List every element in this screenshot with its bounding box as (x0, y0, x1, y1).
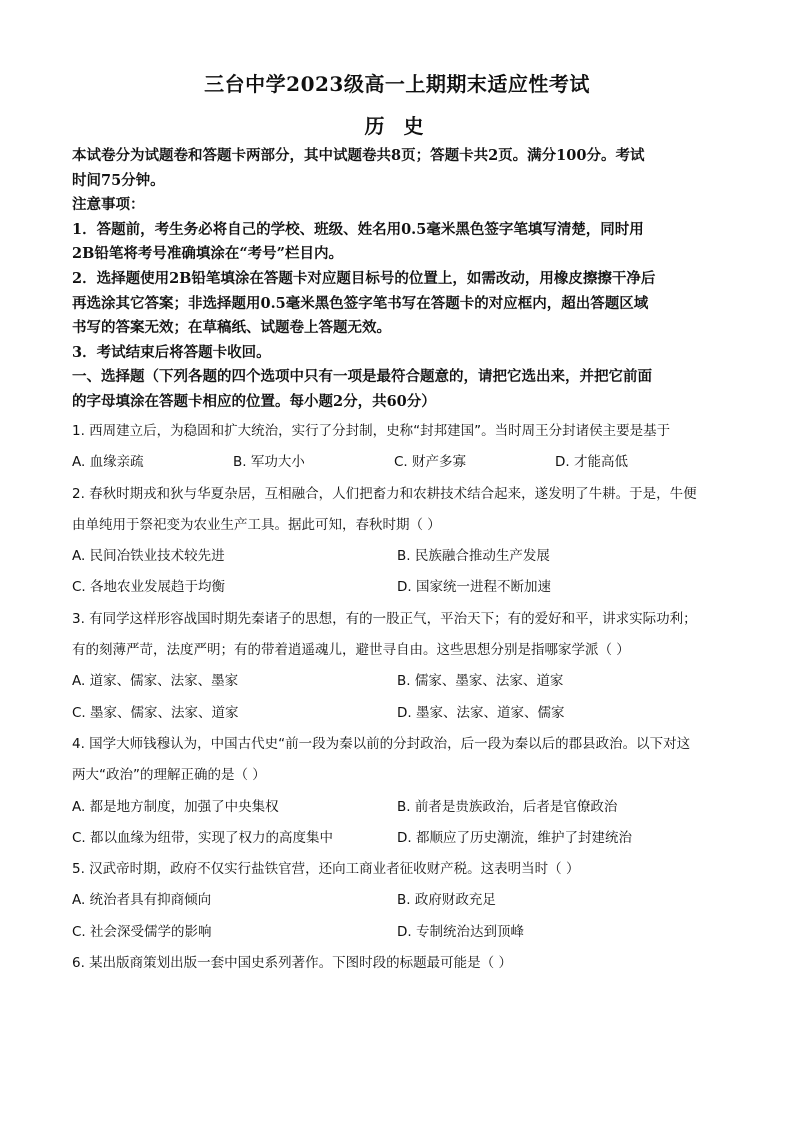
exam-instructions (72, 144, 727, 415)
option-b: B. 民族融合推动生产发展 (397, 548, 550, 565)
option-a: A. 都是地方制度，加强了中央集权 (72, 798, 279, 815)
option-b: B. 军功大小 (233, 454, 305, 471)
question-5-options-row1 (72, 885, 727, 916)
question-1-options (72, 447, 727, 478)
section-heading-cont: 的字母填涂在答题卡相应的位置。每小题2分，共60分） (72, 392, 436, 410)
subject-title: 历 史 (364, 114, 430, 138)
question-3-stem-cont: 有的刻薄严苛，法度严明；有的带着逍遥魂儿，避世寻自由。这些思想分别是指哪家学派（ ） (72, 642, 630, 659)
notice-item-1-cont: 2B铅笔将考号准确填涂在“考号”栏目内。 (72, 245, 344, 263)
option-c: C. 社会深受儒学的影响 (72, 923, 212, 940)
option-a: A. 统治者具有抑商倾向 (72, 892, 212, 909)
option-c: C. 各地农业发展趋于均衡 (72, 579, 226, 596)
exam-title: 三台中学2023级高一上期期末适应性考试 (204, 72, 590, 96)
notice-item-1: 1．答题前，考生务必将自己的学校、班级、姓名用0.5毫米黑色签字笔填写清楚，同时用 (72, 220, 644, 238)
notice-heading: 注意事项： (72, 196, 145, 214)
option-d: D. 才能高低 (555, 454, 628, 471)
question-4-stem-cont: 两大“政治”的理解正确的是（ ） (72, 767, 266, 784)
question-4-stem: 4. 国学大师钱穆认为，中国古代史“前一段为秦以前的分封政治，后一段为秦以后的郡县政治。以下对这 (72, 735, 691, 752)
option-a: A. 血缘亲疏 (72, 454, 144, 471)
question-5-stem: 5. 汉武帝时期，政府不仅实行盐铁官营，还向工商业者征收财产税。这表明当时（ ） (72, 861, 580, 878)
question-list (72, 416, 727, 979)
option-d: D. 专制统治达到顶峰 (397, 923, 524, 940)
question-5-options-row2 (72, 917, 727, 948)
option-b: B. 儒家、墨家、法家、道家 (397, 673, 564, 690)
question-2-options-row2 (72, 572, 727, 603)
intro-line: 本试卷分为试题卷和答题卡两部分，其中试题卷共8页；答题卡共2页。满分100分。考试 (72, 147, 645, 164)
option-a: A. 道家、儒家、法家、墨家 (72, 673, 239, 690)
question-2-options-row1 (72, 541, 727, 572)
question-4-options-row2 (72, 823, 727, 854)
option-c: C. 财产多寡 (394, 454, 467, 471)
option-d: D. 都顺应了历史潮流，维护了封建统治 (397, 829, 632, 846)
option-d: D. 墨家、法家、道家、儒家 (397, 704, 565, 721)
question-2-stem-cont: 由单纯用于祭祀变为农业生产工具。据此可知，春秋时期（ ） (72, 516, 441, 533)
section-heading: 一、选择题（下列各题的四个选项中只有一项是最符合题意的，请把它选出来，并把它前面 (72, 368, 652, 386)
intro-line: 时间75分钟。 (72, 171, 165, 189)
question-4-options-row1 (72, 792, 727, 823)
notice-item-2-cont: 书写的答案无效；在草稿纸、试题卷上答题无效。 (72, 319, 391, 337)
notice-item-2-cont: 再选涂其它答案；非选择题用0.5毫米黑色签字笔书写在答题卡的对应框内，超出答题区域 (72, 294, 649, 312)
option-b: B. 前者是贵族政治，后者是官僚政治 (397, 798, 618, 815)
question-1-stem: 1. 西周建立后，为稳固和扩大统治，实行了分封制，史称“封邦建国”。当时周王分封诸侯主要是基于 (72, 423, 671, 439)
option-a: A. 民间冶铁业技术较先进 (72, 548, 225, 565)
option-b: B. 政府财政充足 (397, 892, 496, 909)
question-2-stem: 2. 春秋时期戎和狄与华夏杂居，互相融合，人们把畜力和农耕技术结合起来，遂发明了牛耕。于是，牛便 (72, 485, 697, 502)
question-3-options-row1 (72, 666, 727, 697)
question-3-stem: 3. 有同学这样形容战国时期先秦诸子的思想，有的一股正气，平治天下；有的爱好和平，讲求实际功利； (72, 610, 697, 627)
notice-item-2: 2．选择题使用2B铅笔填涂在答题卡对应题目标号的位置上，如需改动，用橡皮擦擦干净后 (72, 269, 656, 287)
notice-item-3: 3．考试结束后将答题卡收回。 (72, 343, 271, 361)
option-c: C. 都以血缘为纽带，实现了权力的高度集中 (72, 829, 334, 846)
option-d: D. 国家统一进程不断加速 (397, 579, 551, 596)
question-3-options-row2 (72, 698, 727, 729)
option-c: C. 墨家、儒家、法家、道家 (72, 704, 239, 721)
question-6-stem: 6. 某出版商策划出版一套中国史系列著作。下图时段的标题最可能是（ ） (72, 955, 512, 972)
